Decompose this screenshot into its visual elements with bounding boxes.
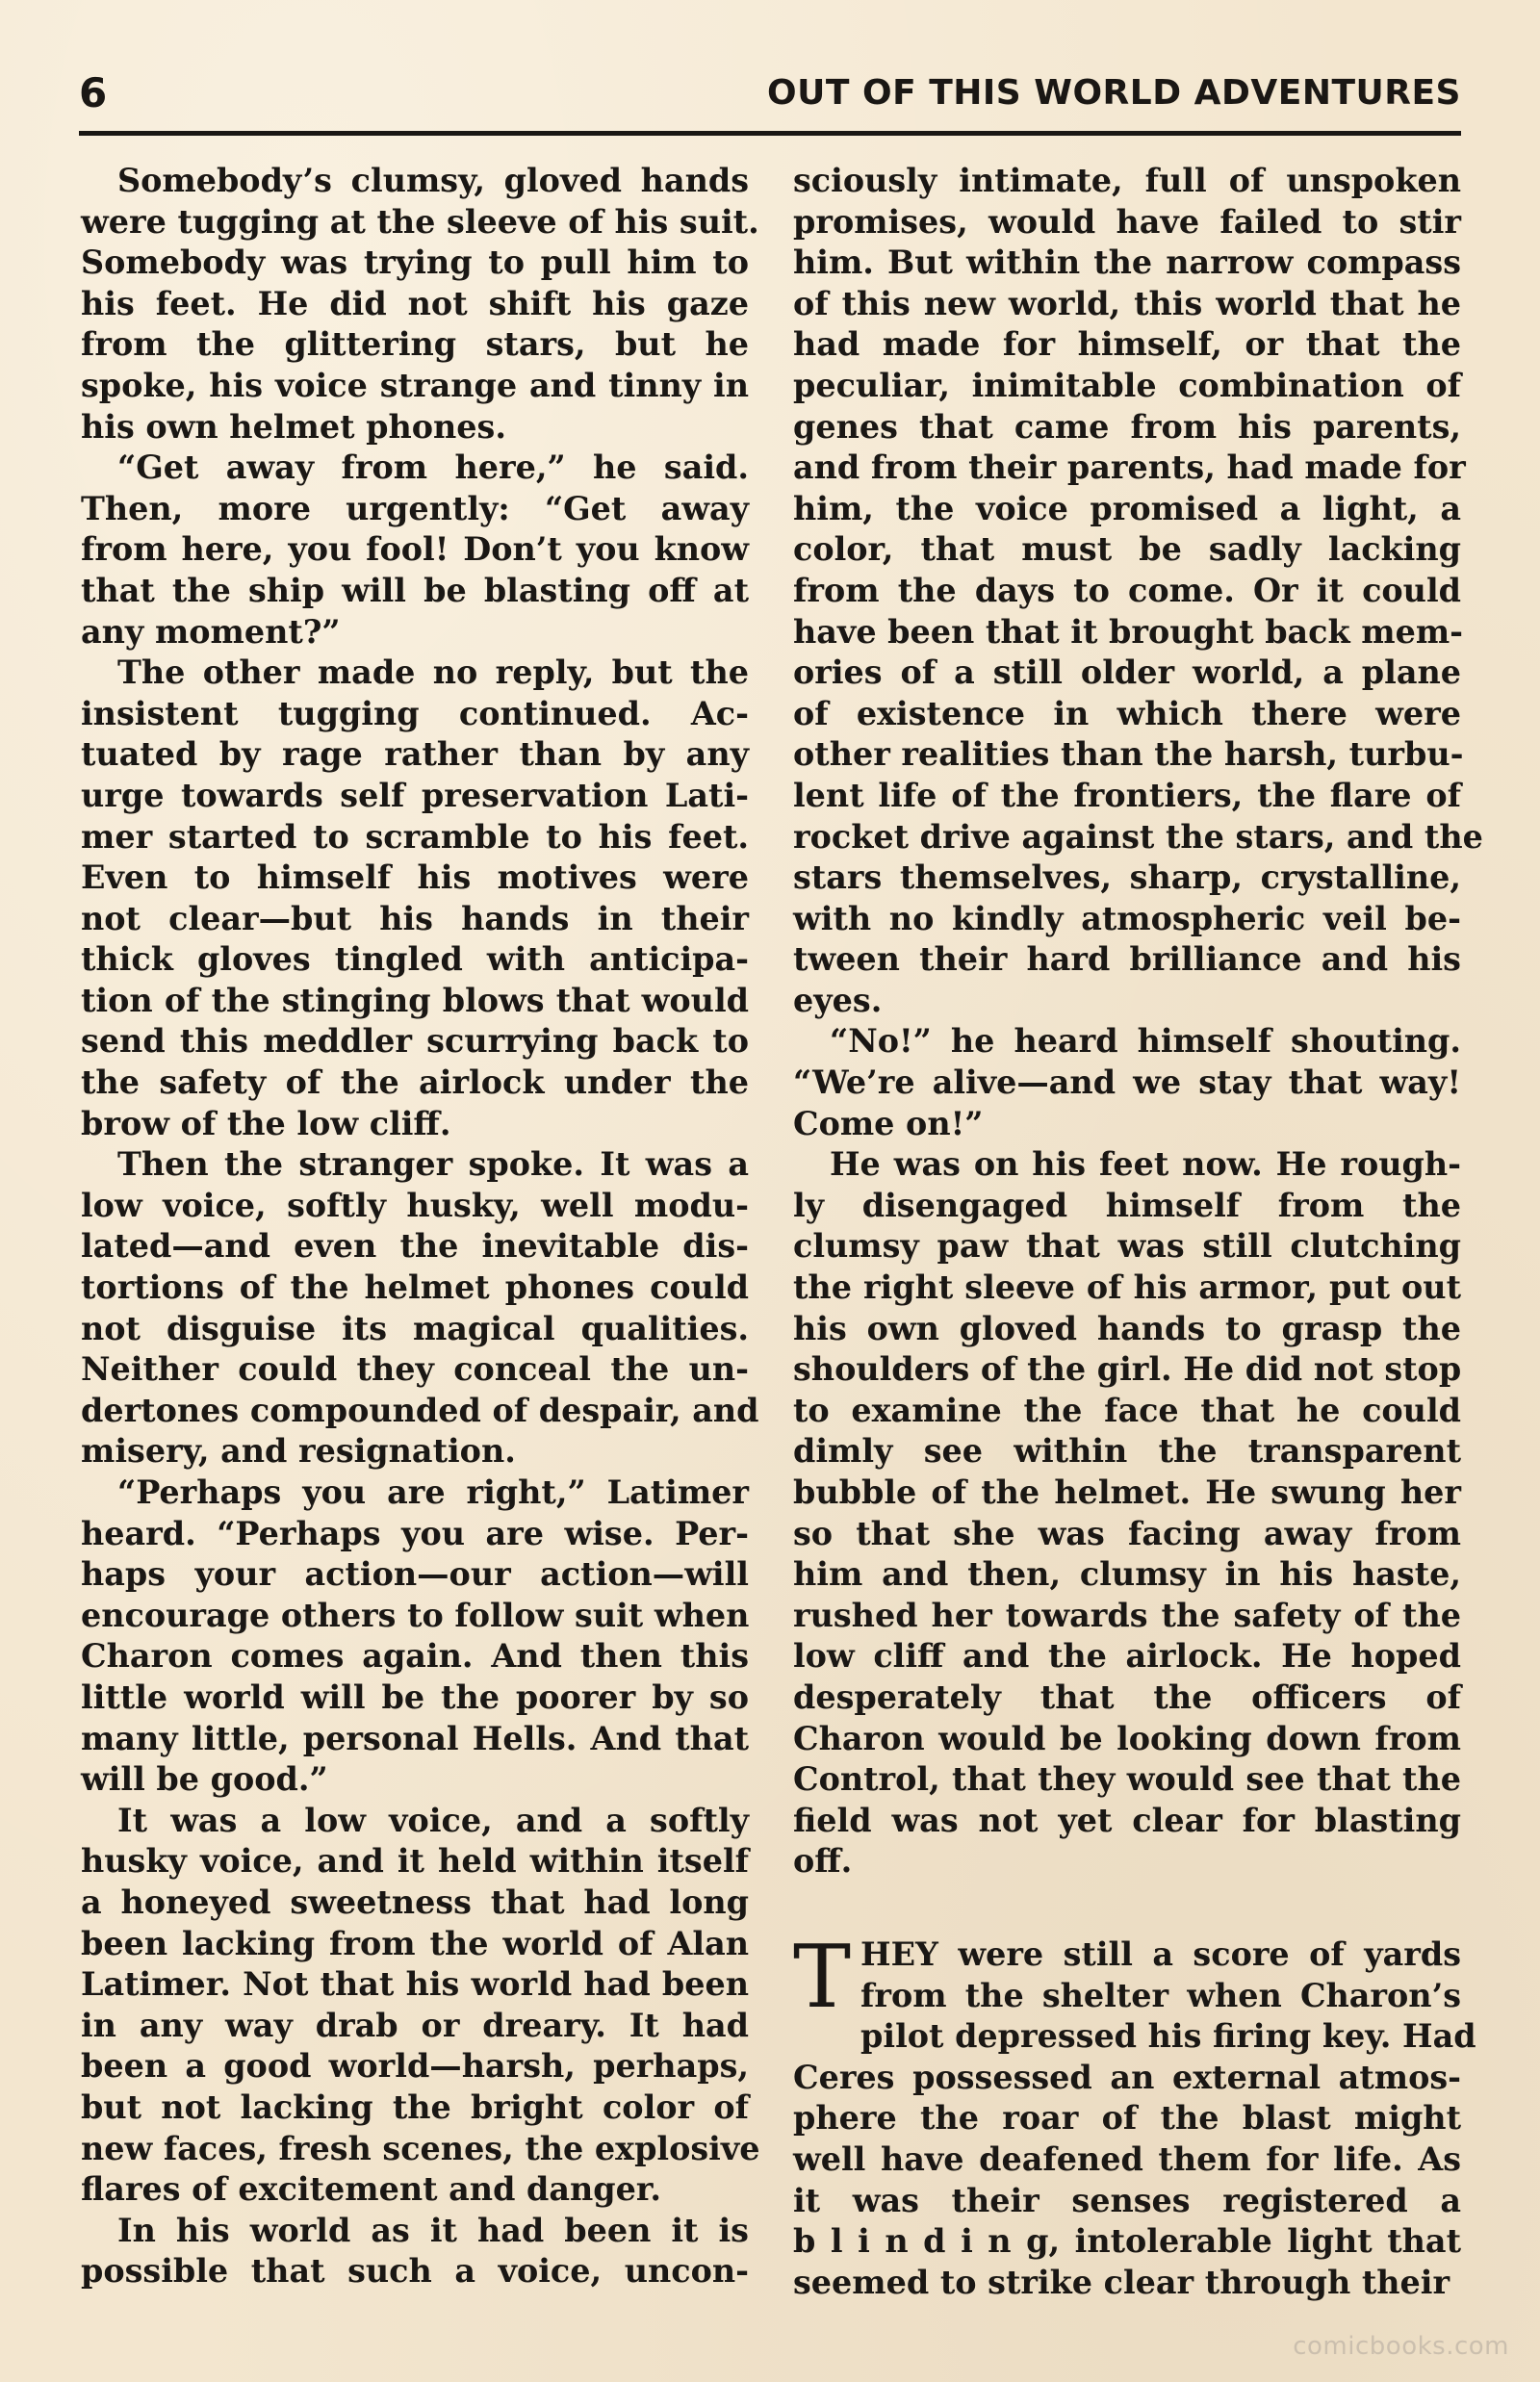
text-line: lent life of the frontiers, the flare of <box>793 776 1461 814</box>
text-line: it was their senses registered a <box>793 2181 1461 2219</box>
text-line: mer started to scramble to his feet. <box>81 817 749 856</box>
text-line: lated—and even the inevitable dis- <box>81 1227 749 1266</box>
text-line: his feet. He did not shift his gaze <box>81 284 749 322</box>
text-line: were tugging at the sleeve of his suit. <box>81 202 759 241</box>
text-line: misery, and resignation. <box>81 1432 516 1471</box>
text-line: thick gloves tingled with anticipa- <box>81 940 749 979</box>
text-line: Even to himself his motives were <box>81 858 749 897</box>
text-line: brow of the low cliff. <box>81 1104 451 1142</box>
text-line: had made for himself, or that the <box>793 325 1461 364</box>
text-line: him and then, clumsy in his haste, <box>793 1555 1461 1594</box>
text-line: field was not yet clear for blasting <box>793 1801 1461 1839</box>
text-line: little world will be the poorer by so <box>81 1678 749 1716</box>
text-line: and from their parents, had made for <box>793 448 1466 487</box>
text-line: sciously intimate, full of unspoken <box>793 162 1461 199</box>
text-line: spoke, his voice strange and tinny in <box>81 366 749 404</box>
text-line: Latimer. Not that his world had been <box>81 1965 749 2004</box>
text-line: tortions of the helmet phones could <box>81 1268 749 1307</box>
text-line: encourage others to follow suit when <box>81 1596 750 1634</box>
text-line: been a good world—harsh, perhaps, <box>81 2047 749 2086</box>
text-line: so that she was facing away from <box>793 1514 1461 1552</box>
text-line: desperately that the officers of <box>793 1678 1461 1716</box>
header-rule <box>79 131 1461 136</box>
text-line: urge towards self preservation Lati- <box>81 776 749 814</box>
text-line: peculiar, inimitable combination of <box>793 366 1461 404</box>
text-line: shoulders of the girl. He did not stop <box>793 1350 1462 1389</box>
text-line: other realities than the harsh, turbu- <box>793 735 1464 774</box>
right-column-body <box>793 161 1483 1883</box>
text-line: from the glittering stars, but he <box>81 325 749 364</box>
text-line: pilot depressed his firing key. Had <box>860 2017 1476 2056</box>
text-line: Charon would be looking down from <box>793 1719 1461 1757</box>
text-line: low cliff and the airlock. He hoped <box>793 1637 1461 1676</box>
text-line: HEY were still a score of yards <box>860 1934 1461 1973</box>
watermark: comicbooks.com <box>1293 2332 1509 2361</box>
text-line: Neither could they conceal the un- <box>81 1350 749 1389</box>
text-line: color, that must be sadly lacking <box>793 530 1461 569</box>
text-line: his own helmet phones. <box>81 407 506 446</box>
text-line: low voice, softly husky, well modu- <box>81 1186 749 1224</box>
text-line: tion of the stinging blows that would <box>81 981 749 1019</box>
text-line: haps your action—our action—will <box>81 1555 749 1594</box>
text-line: from the shelter when Charon’s <box>860 1976 1461 2014</box>
text-line: ories of a still older world, a plane <box>793 653 1461 692</box>
text-line: but not lacking the bright color of <box>81 2087 749 2126</box>
text-line: from the days to come. Or it could <box>793 571 1461 609</box>
right-column-section <box>793 1926 1476 2303</box>
section-break <box>793 1883 1461 1934</box>
text-line: many little, personal Hells. And that <box>81 1719 749 1757</box>
text-line: dertones compounded of despair, and <box>81 1391 759 1429</box>
text-line: Charon comes again. And then this <box>81 1637 749 1676</box>
text-line: “Get away from here,” he said. <box>117 448 749 487</box>
text-line: rocket drive against the stars, and the <box>793 817 1483 856</box>
text-line: tuated by rage rather than by any <box>81 735 749 774</box>
text-line: him, the voice promised a light, a <box>793 489 1461 527</box>
text-line: Control, that they would see that the <box>793 1760 1461 1799</box>
text-line: have been that it brought back mem- <box>793 612 1464 651</box>
text-line: him. But within the narrow compass <box>793 243 1461 282</box>
text-line: Somebody’s clumsy, gloved hands <box>117 162 749 199</box>
text-line: phere the roar of the blast might <box>793 2099 1461 2138</box>
text-line: It was a low voice, and a softly <box>117 1801 749 1839</box>
text-line: not clear—but his hands in their <box>81 899 749 937</box>
text-line: clumsy paw that was still clutching <box>793 1227 1461 1266</box>
text-line: insistent tugging continued. Ac- <box>81 694 749 732</box>
text-line: the right sleeve of his armor, put out <box>793 1268 1461 1307</box>
text-line: seemed to strike clear through their <box>793 2263 1450 2301</box>
text-line: a honeyed sweetness that had long <box>81 1883 749 1921</box>
text-line: tween their hard brilliance and his <box>793 940 1461 979</box>
text-line: ly disengaged himself from the <box>793 1186 1461 1224</box>
text-line: In his world as it had been it is <box>117 2211 749 2249</box>
text-line: send this meddler scurrying back to <box>81 1022 749 1061</box>
drop-cap: T <box>793 1926 852 2028</box>
text-line: The other made no reply, but the <box>117 653 749 692</box>
text-line: to examine the face that he could <box>793 1391 1461 1429</box>
text-line: with no kindly atmospheric veil be- <box>793 899 1461 937</box>
text-line: flares of excitement and danger. <box>81 2170 662 2209</box>
right-text-column <box>793 161 1483 2303</box>
text-line: b l i n d i n g, intolerable light that <box>793 2222 1461 2261</box>
page-header <box>79 64 1461 133</box>
text-line: He was on his feet now. He rough- <box>830 1145 1461 1184</box>
text-line: “No!” he heard himself shouting. <box>830 1022 1461 1061</box>
text-line: Somebody was trying to pull him to <box>81 243 749 282</box>
text-line: that the ship will be blasting off at <box>81 571 749 609</box>
text-line: new faces, fresh scenes, the explosive <box>81 2129 760 2167</box>
text-line: Come on!” <box>793 1104 984 1142</box>
text-line: Ceres possessed an external atmos- <box>793 2058 1461 2096</box>
running-title: OUT OF THIS WORLD ADVENTURES <box>767 73 1461 113</box>
text-line: of this new world, this world that he <box>793 284 1461 322</box>
text-line: any moment?” <box>81 612 341 651</box>
text-line: been lacking from the world of Alan <box>81 1924 749 1962</box>
text-line: from here, you fool! Don’t you know <box>81 530 749 569</box>
text-line: husky voice, and it held within itself <box>81 1842 749 1881</box>
text-line: of existence in which there were <box>793 694 1461 732</box>
text-line: his own gloved hands to grasp the <box>793 1309 1461 1347</box>
text-line: will be good.” <box>81 1760 328 1799</box>
text-line: Then, more urgently: “Get away <box>81 489 749 527</box>
text-line: possible that such a voice, uncon- <box>81 2252 749 2291</box>
text-line: Then the stranger spoke. It was a <box>117 1145 749 1184</box>
text-line: in any way drab or dreary. It had <box>81 2006 749 2044</box>
text-line: not disguise its magical qualities. <box>81 1309 749 1347</box>
page-number: 6 <box>79 69 109 116</box>
text-line: stars themselves, sharp, crystalline, <box>793 858 1461 897</box>
text-line: genes that came from his parents, <box>793 407 1461 446</box>
text-line: off. <box>793 1842 853 1881</box>
text-line: the safety of the airlock under the <box>81 1063 749 1102</box>
text-line: rushed her towards the safety of the <box>793 1596 1461 1634</box>
text-line: well have deafened them for life. As <box>793 2139 1461 2178</box>
text-line: eyes. <box>793 981 883 1019</box>
text-line: dimly see within the transparent <box>793 1432 1461 1471</box>
text-line: “We’re alive—and we stay that way! <box>793 1063 1461 1102</box>
left-text-column <box>81 161 760 2292</box>
text-line: promises, would have failed to stir <box>793 202 1461 241</box>
text-line: heard. “Perhaps you are wise. Per- <box>81 1514 749 1552</box>
text-line: bubble of the helmet. He swung her <box>793 1473 1461 1511</box>
text-line: “Perhaps you are right,” Latimer <box>117 1473 749 1511</box>
